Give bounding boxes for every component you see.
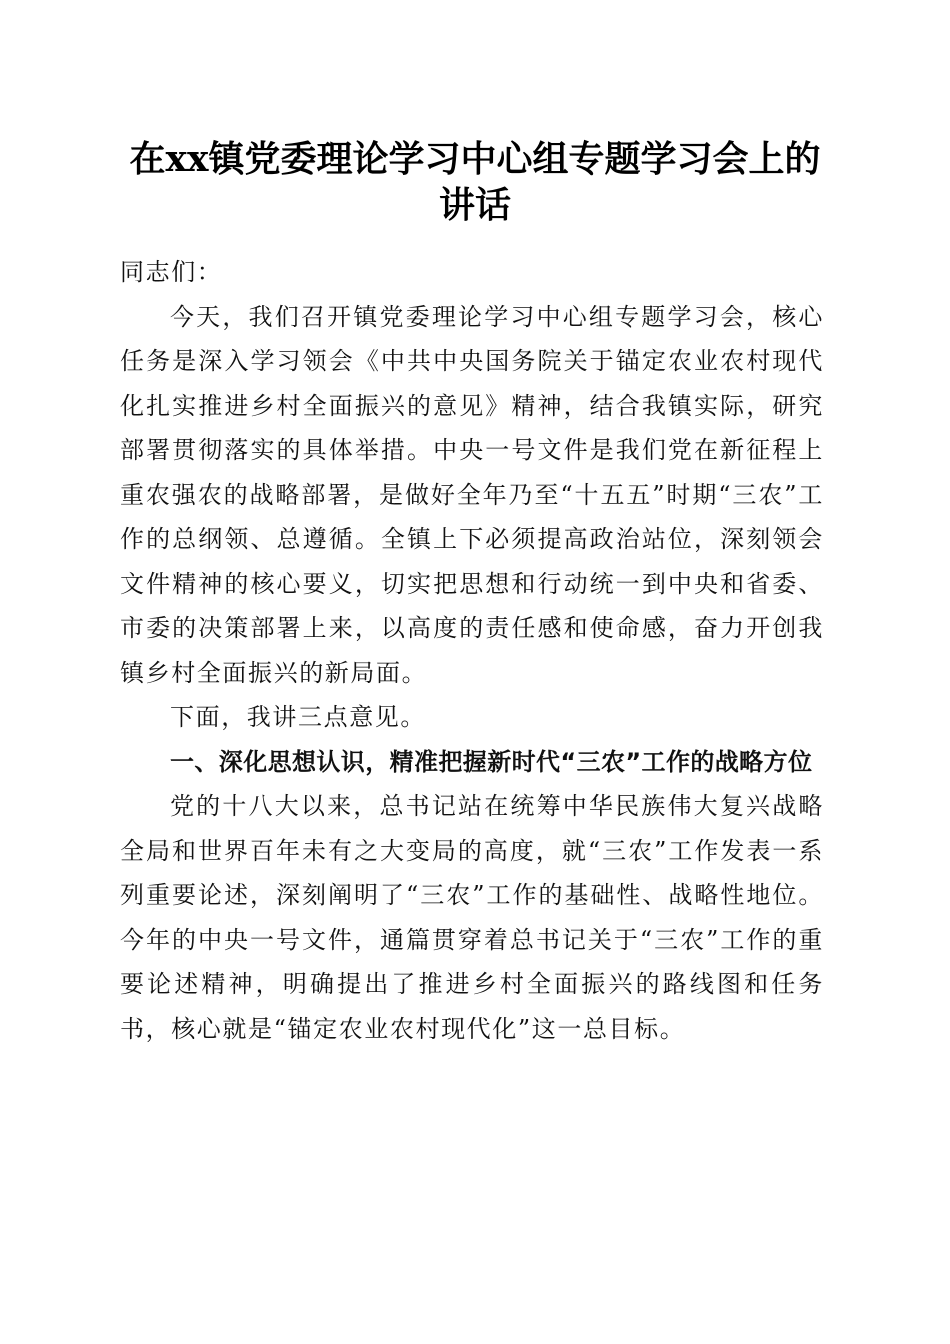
paragraph-section-1: 党的十八大以来，总书记站在统筹中华民族伟大复兴战略全局和世界百年未有之大变局的高度，就“三农”工作发表一系列重要论述，深刻阐明了“三农”工作的基础性、战略性地位。今年的中央一号文件，通篇贯穿着总书记关于“三农”工作的重要论述精神，明确提出了推进乡村全面振兴的路线图和任务书，核心就是“锚定农业农村现代化”这一总目标。 xyxy=(120,792,824,1043)
salutation: 同志们： xyxy=(120,258,223,286)
document-body xyxy=(120,250,824,1051)
paragraph-transition: 下面，我讲三点意见。 xyxy=(170,703,426,731)
paragraph-intro: 今天，我们召开镇党委理论学习中心组专题学习会，核心任务是深入学习领会《中共中央国务院关于锚定农业农村现代化扎实推进乡村全面振兴的意见》精神，结合我镇实际，研究部署贯彻落实的具体举措。中央一号文件是我们党在新征程上重农强农的战略部署，是做好全年乃至“十五五”时期“三农”工作的总纲领、总遵循。全镇上下必须提高政治站位，深刻领会文件精神的核心要义，切实把思想和行动统一到中央和省委、市委的决策部署上来，以高度的责任感和使命感，奋力开创我镇乡村全面振兴的新局面。 xyxy=(120,302,824,687)
title-line-2: 讲话 xyxy=(438,184,511,226)
section-heading-1: 一、深化思想认识，精准把握新时代“三农”工作的战略方位 xyxy=(170,747,813,776)
document-title xyxy=(100,136,850,228)
title-line-1: 在xx镇党委理论学习中心组专题学习会上的 xyxy=(129,138,821,180)
